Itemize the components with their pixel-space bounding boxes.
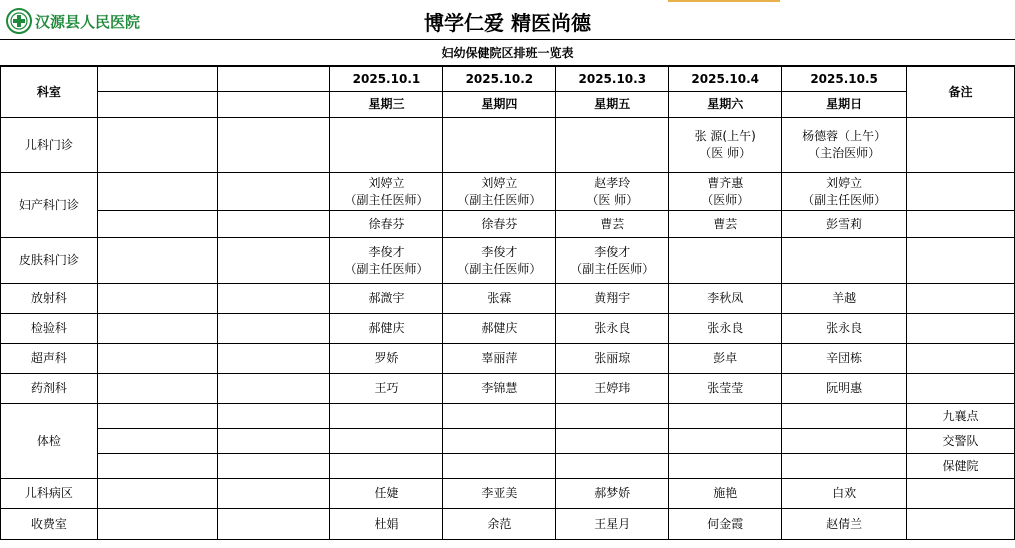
blank-cell [97, 211, 217, 238]
staff-name: 刘婷立 [481, 175, 518, 190]
table-row [1, 173, 1015, 211]
blank-cell [217, 374, 330, 404]
blank-cell [217, 92, 330, 118]
staff-name: 赵孝玲 [594, 175, 631, 190]
schedule-cell [556, 118, 669, 173]
table-row [1, 118, 1015, 173]
schedule-cell [669, 404, 782, 429]
remark-cell [907, 314, 1015, 344]
schedule-cell: 曹芸 [669, 211, 782, 238]
schedule-cell [669, 238, 782, 284]
blank-cell [97, 344, 217, 374]
remark-header: 备注 [907, 67, 1015, 118]
staff-name: 曹齐惠 [707, 175, 744, 190]
table-row [1, 479, 1015, 509]
remark-cell [907, 374, 1015, 404]
dept-header: 科室 [1, 67, 98, 118]
blank-cell [217, 429, 330, 454]
schedule-cell: 余范 [443, 509, 556, 540]
schedule-cell: 罗娇 [330, 344, 443, 374]
blank-cell [97, 284, 217, 314]
blank-cell [97, 509, 217, 540]
table-row [1, 284, 1015, 314]
table-row [1, 374, 1015, 404]
schedule-cell [782, 118, 907, 173]
dept-cashier: 收费室 [1, 509, 98, 540]
schedule-cell [556, 429, 669, 454]
blank-cell [97, 454, 217, 479]
schedule-cell: 任婕 [330, 479, 443, 509]
top-banner [0, 0, 1015, 40]
blank-cell [97, 404, 217, 429]
remark-cell [907, 238, 1015, 284]
schedule-cell: 辛団栋 [782, 344, 907, 374]
schedule-cell: 郝健庆 [443, 314, 556, 344]
schedule-cell: 白欢 [782, 479, 907, 509]
dept-radiology: 放射科 [1, 284, 98, 314]
schedule-cell [443, 404, 556, 429]
remark-cell [907, 509, 1015, 540]
schedule-cell [556, 404, 669, 429]
blank-cell [97, 479, 217, 509]
staff-title: （医师） [701, 192, 750, 207]
staff-title: （副主任医师） [457, 192, 542, 207]
blank-cell [217, 454, 330, 479]
schedule-cell: 彭雪莉 [782, 211, 907, 238]
weekday-header: 星期六 [669, 92, 782, 118]
remark-cell [907, 284, 1015, 314]
remark-cell [907, 344, 1015, 374]
remark-cell [907, 479, 1015, 509]
staff-name: 刘婷立 [826, 175, 863, 190]
table-row [1, 314, 1015, 344]
date-header: 2025.10.1 [330, 67, 443, 92]
schedule-cell: 张霖 [443, 284, 556, 314]
schedule-cell: 张莹莹 [669, 374, 782, 404]
schedule-cell [782, 404, 907, 429]
page-title: 博学仁爱 精医尚德 [424, 11, 591, 35]
schedule-cell [443, 173, 556, 211]
schedule-cell: 徐春芬 [330, 211, 443, 238]
schedule-cell [669, 118, 782, 173]
blank-cell [97, 173, 217, 211]
schedule-title: 妇幼保健院区排班一览表 [0, 40, 1015, 66]
schedule-cell [556, 454, 669, 479]
date-header: 2025.10.2 [443, 67, 556, 92]
staff-name: 李俊才 [594, 244, 631, 259]
schedule-cell: 李锦慧 [443, 374, 556, 404]
blank-cell [217, 479, 330, 509]
blank-cell [97, 374, 217, 404]
schedule-cell: 王星月 [556, 509, 669, 540]
dept-ultrasound: 超声科 [1, 344, 98, 374]
blank-cell [97, 118, 217, 173]
weekday-header: 星期五 [556, 92, 669, 118]
schedule-cell: 黄翔宇 [556, 284, 669, 314]
schedule-cell: 羊越 [782, 284, 907, 314]
blank-cell [217, 173, 330, 211]
schedule-cell [782, 454, 907, 479]
schedule-cell [669, 429, 782, 454]
remark-cell: 保健院 [907, 454, 1015, 479]
table-row [1, 211, 1015, 238]
blank-cell [217, 284, 330, 314]
table-row [1, 429, 1015, 454]
header-row-weekdays [1, 92, 1015, 118]
table-row [1, 509, 1015, 540]
schedule-cell [443, 429, 556, 454]
staff-name: 刘婷立 [368, 175, 405, 190]
staff-name: 杨德蓉（上午） [802, 129, 887, 143]
blank-cell [217, 314, 330, 344]
schedule-cell [556, 238, 669, 284]
schedule-cell: 辜丽萍 [443, 344, 556, 374]
schedule-cell [330, 404, 443, 429]
dept-pharmacy: 药剂科 [1, 374, 98, 404]
schedule-cell [443, 454, 556, 479]
remark-cell: 交警队 [907, 429, 1015, 454]
blank-cell [217, 404, 330, 429]
weekday-header: 星期四 [443, 92, 556, 118]
weekday-header: 星期日 [782, 92, 907, 118]
schedule-cell: 李亚美 [443, 479, 556, 509]
schedule-cell: 曹芸 [556, 211, 669, 238]
schedule-cell: 张永良 [669, 314, 782, 344]
date-header: 2025.10.4 [669, 67, 782, 92]
staff-title: （副主任医师） [457, 261, 542, 276]
blank-cell [217, 118, 330, 173]
schedule-cell [330, 238, 443, 284]
schedule-cell [782, 173, 907, 211]
schedule-cell [330, 118, 443, 173]
staff-name: 张 源(上午) [694, 129, 756, 143]
staff-title: （主治医师） [808, 146, 881, 160]
schedule-table [0, 66, 1015, 540]
schedule-cell [443, 118, 556, 173]
table-row [1, 344, 1015, 374]
schedule-cell: 郝梦娇 [556, 479, 669, 509]
staff-title: （副主任医师） [344, 192, 429, 207]
blank-cell [97, 429, 217, 454]
schedule-cell [443, 238, 556, 284]
header-row-dates [1, 67, 1015, 92]
staff-title: （副主任医师） [802, 192, 887, 207]
schedule-cell [330, 429, 443, 454]
blank-cell [217, 344, 330, 374]
schedule-cell: 郝溦宇 [330, 284, 443, 314]
blank-cell [97, 67, 217, 92]
staff-title: （医 师） [586, 192, 639, 207]
schedule-cell: 郝健庆 [330, 314, 443, 344]
schedule-cell: 施艳 [669, 479, 782, 509]
blank-cell [97, 92, 217, 118]
staff-title: （副主任医师） [344, 261, 429, 276]
schedule-cell [556, 173, 669, 211]
schedule-cell: 阮明惠 [782, 374, 907, 404]
remark-cell [907, 118, 1015, 173]
dept-laboratory: 检验科 [1, 314, 98, 344]
dept-obgyn-outpatient: 妇产科门诊 [1, 173, 98, 238]
blank-cell [97, 314, 217, 344]
blank-cell [217, 238, 330, 284]
schedule-cell [669, 173, 782, 211]
dept-pediatric-ward: 儿科病区 [1, 479, 98, 509]
schedule-cell: 赵倩兰 [782, 509, 907, 540]
schedule-cell: 张丽琼 [556, 344, 669, 374]
blank-cell [97, 238, 217, 284]
schedule-cell: 张永良 [782, 314, 907, 344]
date-header: 2025.10.3 [556, 67, 669, 92]
date-header: 2025.10.5 [782, 67, 907, 92]
table-row [1, 454, 1015, 479]
table-row [1, 238, 1015, 284]
dept-dermatology-outpatient: 皮肤科门诊 [1, 238, 98, 284]
schedule-cell [669, 454, 782, 479]
remark-cell [907, 211, 1015, 238]
staff-name: 李俊才 [481, 244, 518, 259]
blank-cell [217, 211, 330, 238]
schedule-cell: 徐春芬 [443, 211, 556, 238]
staff-title: （副主任医师） [570, 261, 655, 276]
schedule-cell: 王婷玮 [556, 374, 669, 404]
schedule-cell: 王巧 [330, 374, 443, 404]
hospital-name: 汉源县人民医院 [35, 13, 141, 31]
schedule-cell: 杜娟 [330, 509, 443, 540]
schedule-cell: 李秋凤 [669, 284, 782, 314]
remark-cell [907, 173, 1015, 211]
schedule-cell: 张永良 [556, 314, 669, 344]
weekday-header: 星期三 [330, 92, 443, 118]
blank-cell [217, 67, 330, 92]
dept-pediatric-outpatient: 儿科门诊 [1, 118, 98, 173]
blank-cell [217, 509, 330, 540]
schedule-cell [330, 173, 443, 211]
schedule-cell: 彭卓 [669, 344, 782, 374]
staff-title: （医 师） [699, 146, 752, 160]
dept-physical-exam: 体检 [1, 404, 98, 479]
schedule-cell [330, 454, 443, 479]
schedule-cell: 何金霞 [669, 509, 782, 540]
staff-name: 李俊才 [368, 244, 405, 259]
schedule-cell [782, 429, 907, 454]
schedule-cell [782, 238, 907, 284]
accent-line [668, 0, 780, 2]
table-row [1, 404, 1015, 429]
remark-cell: 九襄点 [907, 404, 1015, 429]
